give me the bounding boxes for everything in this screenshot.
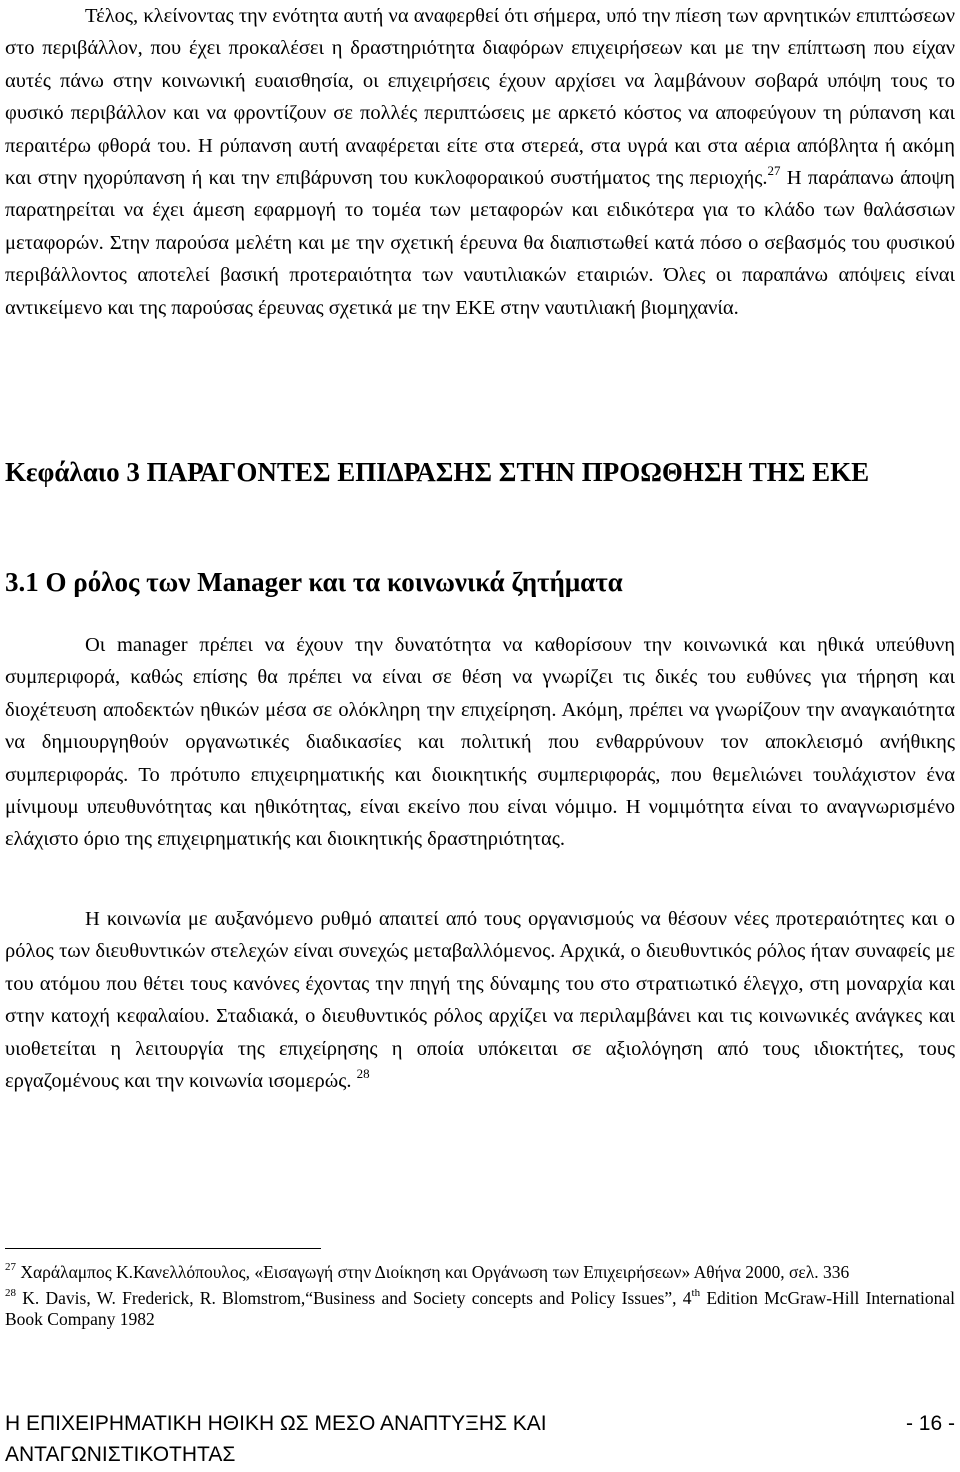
footnote-number: 27 (5, 1261, 16, 1273)
body-paragraph-1 (5, 0, 955, 324)
body-paragraph-3 (5, 903, 955, 1097)
footnote-ref-27[interactable]: 27 (767, 163, 781, 179)
footnote-28 (5, 1288, 955, 1331)
footnote-text-b: Edition McGraw-Hill International Book Company 1982 (5, 1287, 956, 1329)
section-heading: 3.1 Ο ρόλος των Manager και τα κοινωνικά ζητήματα (5, 567, 623, 597)
paragraph-1-text-b: Η παράπανω άποψη παρατηρείται να έχει άμεση εφαρμογή το τομέα των μεταφορών και ειδικότερα για το κλάδο των θαλάσσιων μεταφορών. Στην παρούσα μελέτη και με την σχετική έρευνα θα διαπιστωθεί κατά πόσο ο σεβασμός του φυσικού περιβάλλοντος αποτελεί βασική προτεραιότητα των ναυτιλιακών εταιριών. Όλες οι παραπάνω απόψεις είναι αντικείμενο και της παρούσας έρευνας σχετικά με την ΕΚΕ στην ναυτιλιακή βιομηχανία. (5, 167, 955, 319)
footnote-separator (5, 1248, 321, 1249)
paragraph-1-text-a: Τέλος, κλείνοντας την ενότητα αυτή να αναφερθεί ότι σήμερα, υπό την πίεση των αρνητικών επιπτώσεων στο περιβάλλον, που έχει προκαλέσει η δραστηριότητα διαφόρων επιχειρήσεων και με την επίπτωση που είχαν αυτές πάνω στην κοινωνική ευαισθησία, οι επιχειρήσεις έχουν αρχίσει να λαμβάνουν σοβαρά υπόψη τους το φυσικό περιβάλλον και να φροντίζουν σε πολλές περιπτώσεις με αρκετό κόστος να αποφεύγουν τη ρύπανση και περαιτέρω φθορά του. Η ρύπανση αυτή αναφέρεται είτε στα στερεά, στα υγρά και στα αέρια απόβλητα ή ακόμη και στην ηχορύπανση ή και την επιβάρυνση του κυκλοφοραικού συστήματος της περιοχής. (5, 5, 955, 190)
footnote-27 (5, 1262, 955, 1284)
footnote-number: 28 (5, 1286, 16, 1299)
footnote-text: Χαράλαμπος Κ.Κανελλόπουλος, «Εισαγωγή στην Διοίκηση και Οργάνωση των Επιχειρήσεων» Αθήνα 2000, σελ. 336 (16, 1262, 850, 1282)
body-paragraph-2: Οι manager πρέπει να έχουν την δυνατότητα να καθορίσουν την κοινωνικά και ηθικά υπεύθυνη συμπεριφορά, καθώς επίσης θα πρέπει να είναι σε θέση να γνωρίζει τις δικές του ευθύνες για τήρηση και διοχέτευση αποδεκτών ηθικών μέσα σε ολόκληρη την επιχείρηση. Ακόμη, πρέπει να γνωρίζουν την αναγκαιότητα να δημιουργηθούν οργανωτικές διαδικασίες και πολιτική που ενθαρρύνουν τον αποκλεισμό ανήθικης συμπεριφοράς. Το πρότυπο επιχειρηματικής και διοικητικής συμπεριφοράς, που θεμελιώνει τουλάχιστον ένα μίνιμουμ υπευθυνότητας και ηθικότητας, είναι εκείνο που είναι νόμιμο. Η νομιμότητα είναι το αναγνωρισμένο ελάχιστο όριο της επιχειρηματικής και διοικητικής δραστηριότητας. (5, 634, 955, 851)
page-number: - 16 - (905, 1412, 955, 1435)
footnote-text-a: K. Davis, W. Frederick, R. Blomstrom,“Business and Society concepts and Policy Issues”, 4 (16, 1287, 692, 1308)
footnote-ref-28[interactable]: 28 (356, 1066, 370, 1082)
footnotes (5, 1262, 955, 1335)
footer-title: Η ΕΠΙΧΕΙΡΗΜΑΤΙΚΗ ΗΘΙΚΗ ΩΣ ΜΕΣΟ ΑΝΑΠΤΥΞΗΣ ΚΑΙ ΑΝΤΑΓΩΝΙΣΤΙΚΟΤΗΤΑΣ (5, 1412, 547, 1466)
ordinal-suffix: th (691, 1286, 701, 1299)
chapter-heading: Κεφάλαιο 3 ΠΑΡΑΓΟΝΤΕΣ ΕΠΙΔΡΑΣΗΣ ΣΤΗΝ ΠΡΟΩΘΗΣΗ ΤΗΣ ΕΚΕ (5, 457, 870, 487)
paragraph-3-text: Η κοινωνία με αυξανόμενο ρυθμό απαιτεί από τους οργανισμούς να θέσουν νέες προτεραιότητες και ο ρόλος των διευθυντικών στελεχών είναι συνεχώς μεταβαλλόμενος. Αρχικά, ο διευθυντικός ρόλος ήταν συναφείς με του ατόμου που θέτει τους κανόνες έχοντας την πηγή της δύναμης του στο στρατιωτικό έλεγχο, στη μοναρχία και στην κατοχή κεφαλαίου. Σταδιακά, ο διευθυντικός ρόλος αρχίζει να περιλαμβάνει και τις κοινωνικές ανάγκες και υιοθετείται η λειτουργία της επιχείρησης η οποία υπόκειται σε αξιολόγηση από τους ιδιοκτήτες, τους εργαζομένους και την κοινωνία ισομερώς. (5, 908, 955, 1093)
